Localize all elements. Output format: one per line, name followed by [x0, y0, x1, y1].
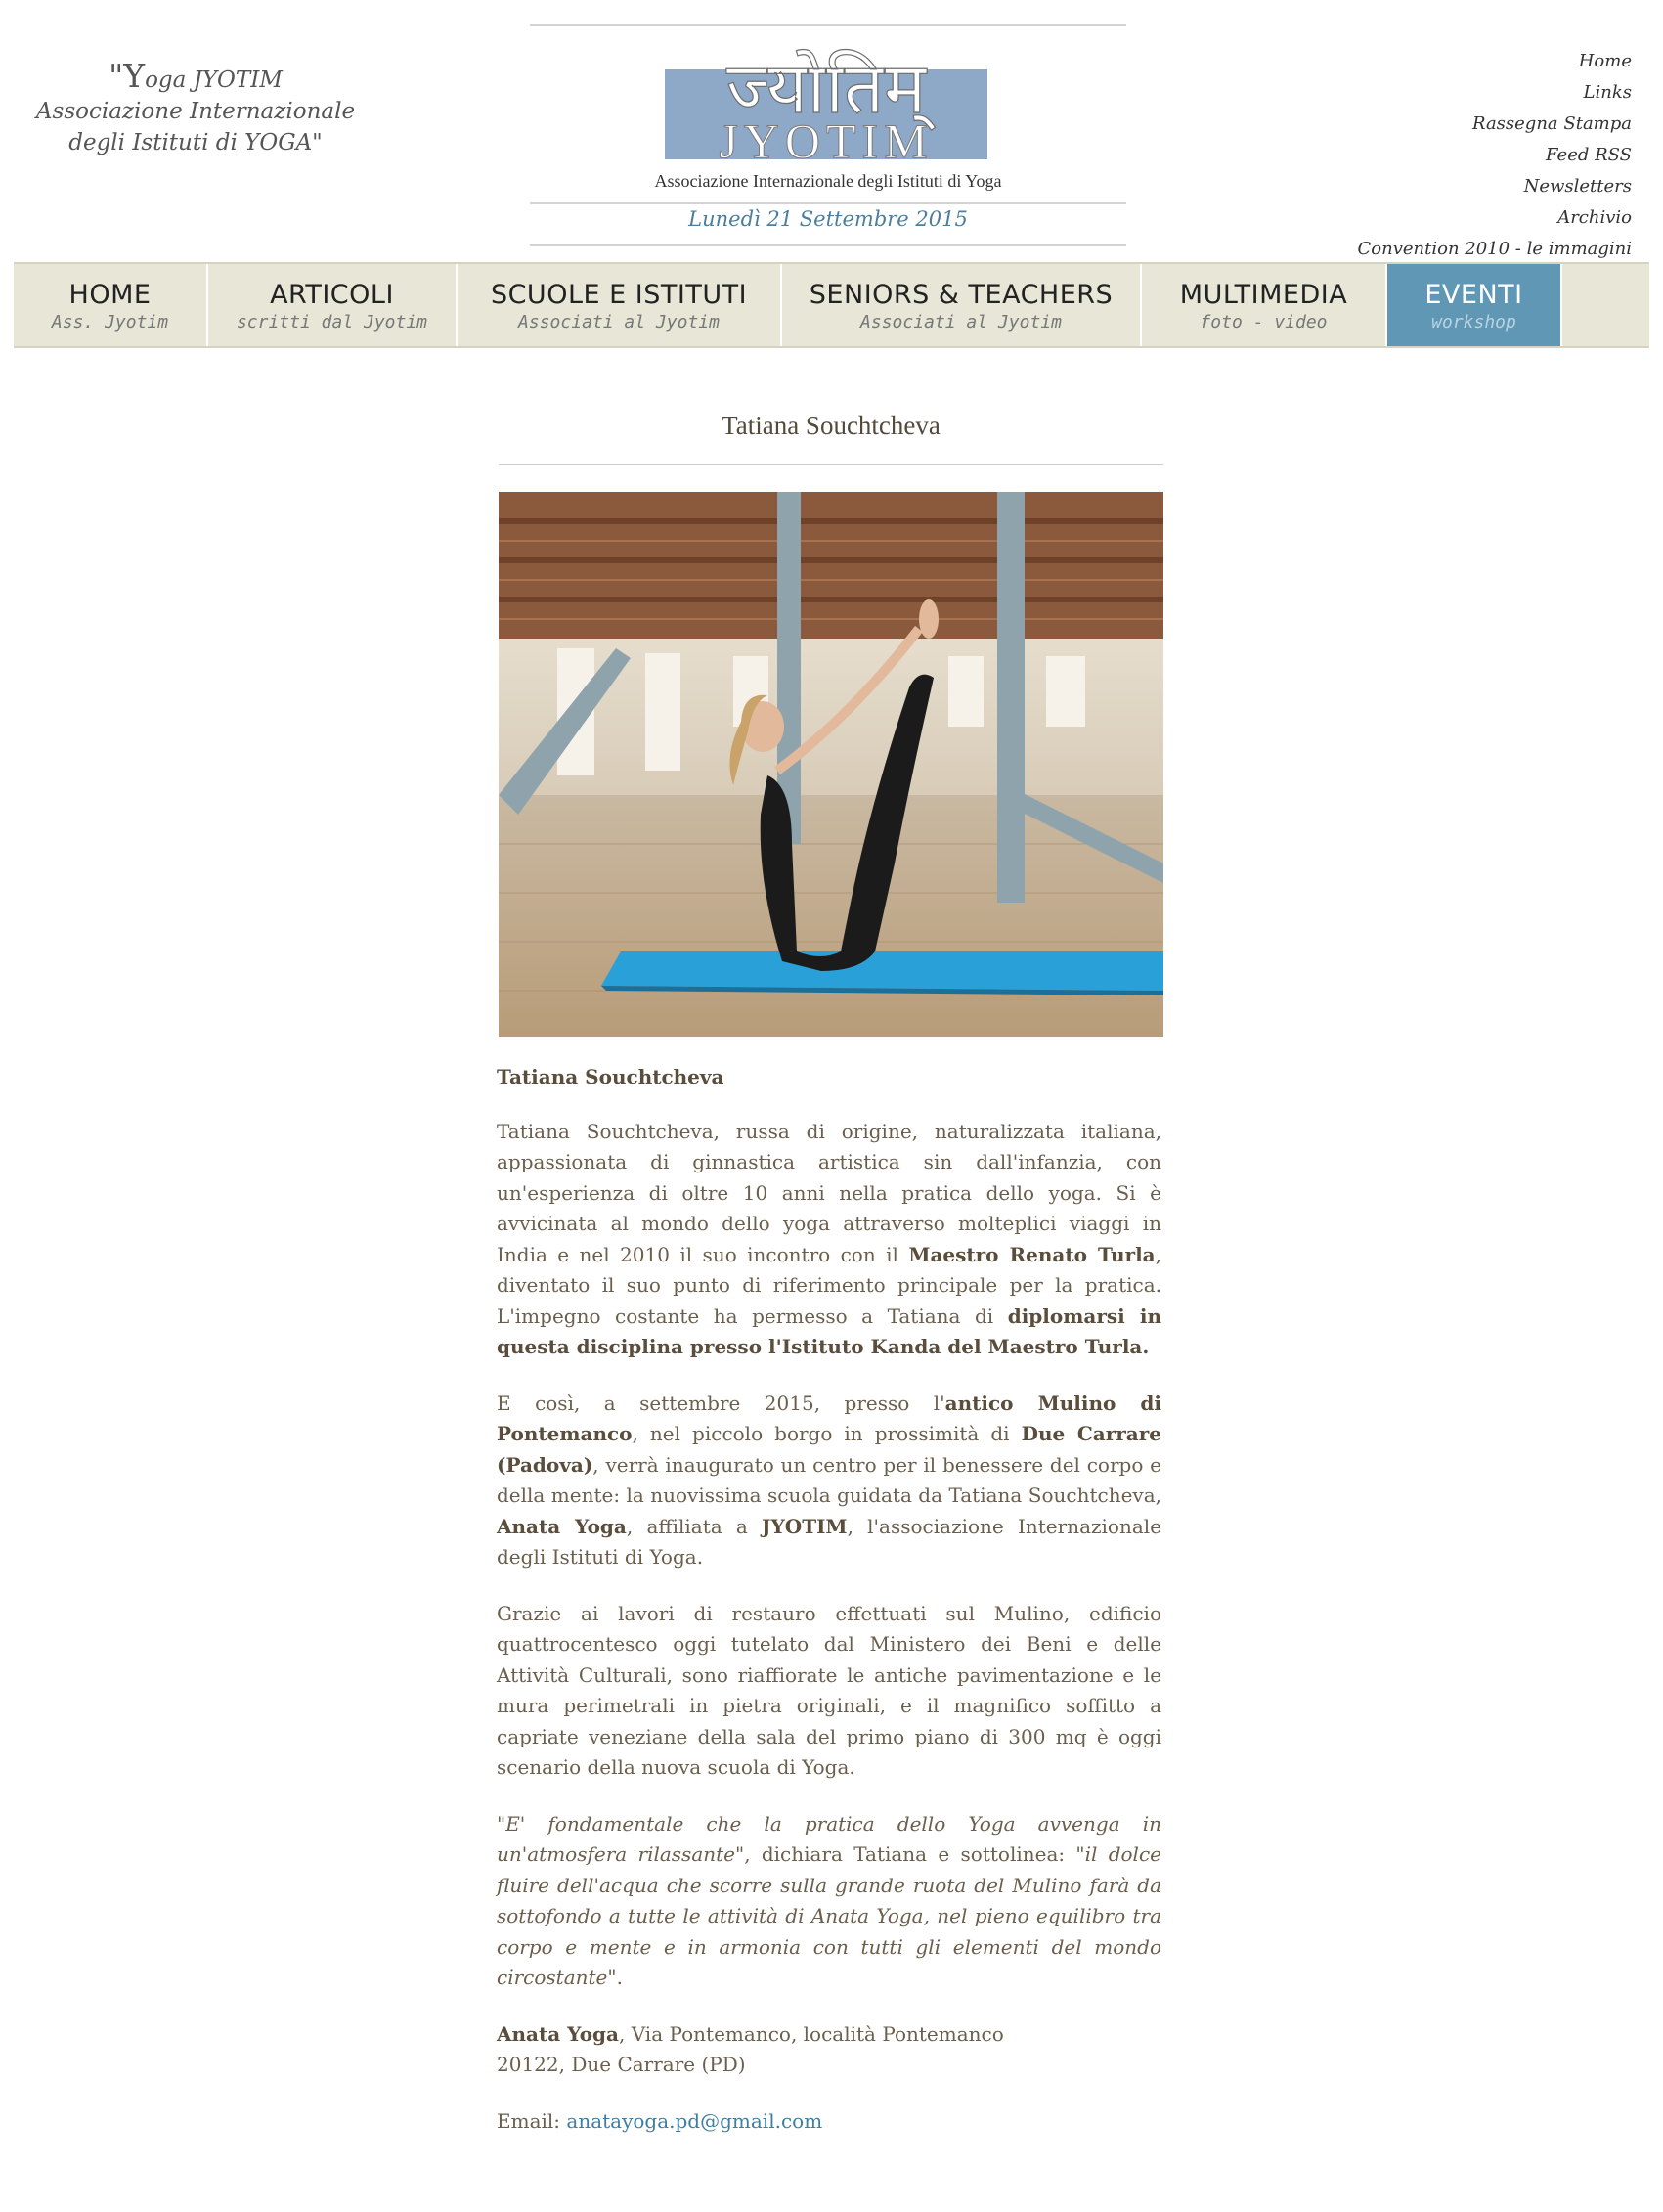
- p2-location-bold: Due Carrare (Padova): [497, 1422, 1161, 1477]
- title-divider: [499, 464, 1163, 465]
- site-tagline: [20, 57, 372, 158]
- p1-text-e: .: [1142, 1335, 1150, 1358]
- site-logo[interactable]: [530, 24, 1126, 249]
- p2-text-c: , nel piccolo borgo in prossimità di: [632, 1422, 1022, 1445]
- p4-quote-2: "il dolce fluire dell'acqua che scorre sulla grande ruota del Mulino farà da sottofondo a tutte le attività di Anata Yoga, nel pieno equilibro tra corpo e mente e in armonia con tutti gli elementi del mondo circostante": [497, 1842, 1161, 1989]
- nav-item-multimedia[interactable]: [1142, 264, 1387, 346]
- logo-mid-rule: [530, 202, 1126, 204]
- logo-top-rule: [530, 24, 1126, 26]
- main-nav: [14, 262, 1649, 348]
- logo-latin: JYOTIM: [719, 113, 934, 168]
- nav-item-scuole-istituti[interactable]: [458, 264, 782, 346]
- nav-item-title: MULTIMEDIA: [1179, 280, 1348, 310]
- nav-item-subtitle: foto - video: [1200, 312, 1328, 332]
- nav-item-subtitle: scritti dal Jyotim: [236, 312, 428, 332]
- article-paragraph-4: [497, 1809, 1161, 1994]
- article-photo: [499, 492, 1163, 1037]
- nav-item-title: ARTICOLI: [270, 280, 394, 310]
- nav-item-title: EVENTI: [1424, 280, 1523, 310]
- top-link-links[interactable]: Links: [1583, 82, 1632, 103]
- tagline-line2: Associazione Internazionale: [35, 99, 356, 124]
- p2-text-g: , affiliata a: [626, 1514, 763, 1538]
- top-link-rassegna-stampa[interactable]: Rassegna Stampa: [1471, 113, 1632, 134]
- nav-item-title: SCUOLE E ISTITUTI: [490, 280, 748, 310]
- nav-item-home[interactable]: [14, 264, 208, 346]
- article-heading: Tatiana Souchtcheva: [497, 1065, 724, 1088]
- p2-jyotim-bold: JYOTIM: [762, 1514, 848, 1538]
- address-line-1: , Via Pontemanco, località Pontemanco: [619, 2021, 1004, 2046]
- p2-text-e: , verrà inaugurato un centro per il benessere del corpo e della mente: la nuovissima scuola guidata da Tatiana Souchtcheva,: [497, 1452, 1161, 1507]
- p2-mulino-bold: antico Mulino di Pontemanco: [497, 1391, 1161, 1445]
- p1-text-c: , diventato il suo punto di riferimento principale per la pratica. L'impegno costante ha permesso a Tatiana di: [497, 1242, 1161, 1328]
- p4-quote-1: "E' fondamentale che la pratica dello Yoga avvenga in un'atmosfera rilassante": [497, 1811, 1161, 1866]
- p2-text-i: , l'associazione Internazionale degli Istituti di Yoga.: [497, 1514, 1162, 1569]
- contact-address: [497, 2019, 1161, 2081]
- article-title: Tatiana Souchtcheva: [722, 411, 941, 440]
- article-body: [497, 1062, 1161, 2162]
- nav-item-title: SENIORS & TEACHERS: [809, 280, 1114, 310]
- nav-item-title: HOME: [68, 280, 152, 310]
- contact-email: [497, 2106, 1161, 2138]
- nav-item-seniors-teachers[interactable]: [782, 264, 1142, 346]
- article-paragraph-3: Grazie ai lavori di restauro effettuati sul Mulino, edificio quattrocentesco oggi tutelato dal Ministero dei Beni e delle Attività Culturali, sono riaffiorate le antiche pavimentazione e le mura perimetrali in pietra originali, e il magnifico soffitto a capriate veneziane della sala del primo piano di 300 mq è oggi scenario della nuova scuola di Yoga.: [497, 1601, 1161, 1779]
- nav-item-subtitle: Ass. Jyotim: [51, 312, 169, 332]
- yoga-pose-photo-icon: [499, 492, 1163, 1037]
- p4-text-end: .: [616, 1966, 623, 1989]
- nav-item-eventi[interactable]: [1387, 264, 1562, 346]
- top-link-convention[interactable]: Convention 2010 - le immagini: [1357, 239, 1632, 259]
- top-link-newsletters[interactable]: Newsletters: [1523, 176, 1632, 197]
- address-line-2: 20122, Due Carrare (PD): [497, 2053, 746, 2076]
- p4-text-mid: , dichiara Tatiana e sottolinea:: [744, 1842, 1076, 1866]
- p1-diploma-bold: diplomarsi in questa disciplina presso l'Istituto Kanda del Maestro Turla: [497, 1304, 1161, 1358]
- top-link-archivio[interactable]: Archivio: [1557, 207, 1632, 228]
- logo-devanagari: ज्योतिम्: [725, 47, 927, 129]
- top-links: [1280, 46, 1632, 265]
- p1-text-a: Tatiana Souchtcheva, russa di origine, naturalizzata italiana, appassionata di ginnastica artistica sin dall'infanzia, con un'esperienza di oltre 10 anni nella pratica dello yoga. Si è avvicinata al mondo dello yoga attraverso molteplici viaggi in India e nel 2010 il suo incontro con il: [497, 1119, 1161, 1266]
- nav-item-subtitle: Associati al Jyotim: [518, 312, 720, 332]
- nav-item-subtitle: Associati al Jyotim: [860, 312, 1062, 332]
- logo-bottom-rule: [530, 244, 1126, 246]
- nav-item-subtitle: workshop: [1431, 312, 1516, 332]
- p2-anata-bold: Anata Yoga: [497, 1514, 627, 1538]
- address-name: Anata Yoga: [497, 2021, 619, 2046]
- tagline-initial: "Y: [109, 57, 146, 95]
- article-paragraph-1: [497, 1117, 1161, 1363]
- logo-caption: Associazione Internazionale degli Istituti di Yoga: [654, 171, 1002, 191]
- tagline-line1: oga JYOTIM: [145, 67, 283, 93]
- nav-item-articoli[interactable]: [208, 264, 458, 346]
- current-date: Lunedì 21 Settembre 2015: [688, 207, 968, 231]
- p2-text-a: E così, a settembre 2015, presso l': [497, 1391, 945, 1415]
- email-link[interactable]: anatayoga.pd@gmail.com: [566, 2108, 823, 2133]
- top-link-home[interactable]: Home: [1578, 51, 1632, 71]
- top-link-feed-rss[interactable]: Feed RSS: [1546, 145, 1632, 165]
- article-paragraph-2: [497, 1389, 1161, 1573]
- p1-maestro-bold: Maestro Renato Turla: [908, 1242, 1156, 1266]
- tagline-line3: degli Istituti di YOGA": [68, 130, 323, 155]
- email-label: Email:: [497, 2108, 567, 2133]
